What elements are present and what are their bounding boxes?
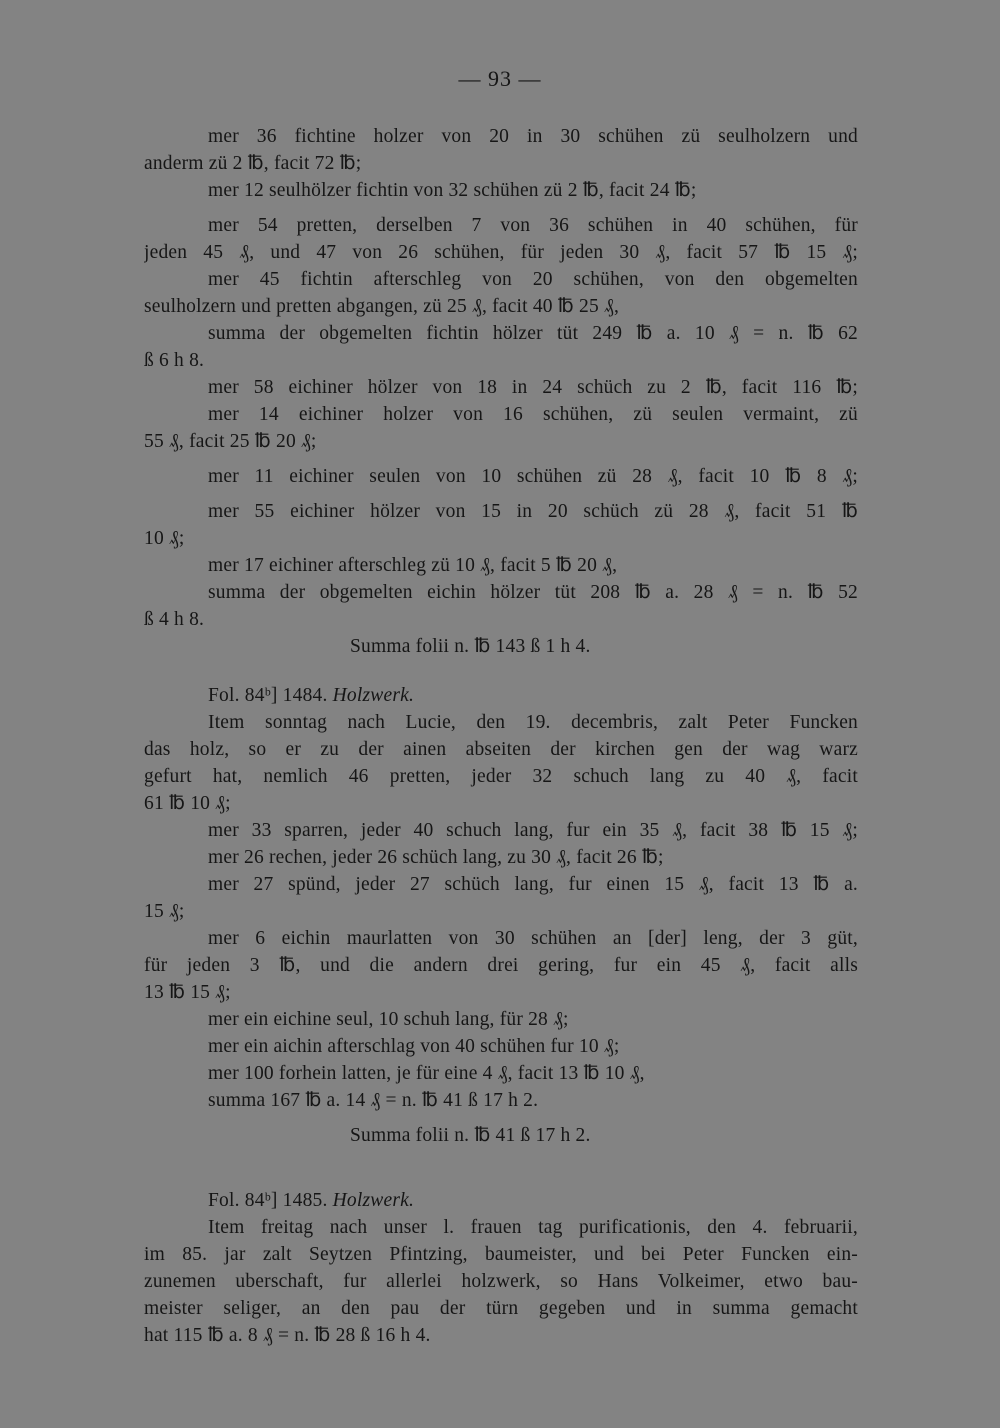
text-line: mer 45 fichtin afterschleg von 20 schühen, von den obgemelten (208, 269, 858, 290)
text-line: ß 4 h 8. (144, 609, 205, 630)
text-line: mer 100 forhein latten, je für eine 4 ₰, facit 13 ℔ 10 ₰, (208, 1063, 645, 1084)
text-line: mer 27 spünd, jeder 27 schüch lang, fur einen 15 ₰, facit 13 ℔ a. (208, 874, 858, 895)
text-line: mer 54 pretten, derselben 7 von 36 schühen in 40 schühen, für (208, 215, 858, 236)
heading-label: Fol. 84ᵇ] 1485. (208, 1190, 328, 1211)
text-line: 55 ₰, facit 25 ℔ 20 ₰; (144, 431, 317, 452)
section-heading (144, 682, 858, 709)
text-line: 61 ℔ 10 ₰; (144, 793, 231, 814)
text-line: summa der obgemelten fichtin hölzer tüt 249 ℔ a. 10 ₰ = n. ℔ 62 (208, 323, 858, 344)
text-line: mer ein aichin afterschlag von 40 schühen fur 10 ₰; (208, 1036, 620, 1057)
text-line: mer 33 sparren, jeder 40 schuch lang, fur ein 35 ₰, facit 38 ℔ 15 ₰; (208, 820, 858, 841)
text-line: seulholzern und pretten abgangen, zü 25 ₰, facit 40 ℔ 25 ₰, (144, 296, 620, 317)
text-line: mer 14 eichiner holzer von 16 schühen, zü seulen vermaint, zü (208, 404, 858, 425)
section-heading (144, 1187, 858, 1214)
folio-sum: Summa folii n. ℔ 143 ß 1 h 4. (350, 636, 591, 657)
text-line: mer 12 seulhölzer fichtin von 32 schühen zü 2 ℔, facit 24 ℔; (208, 180, 697, 201)
text-line: Item sonntag nach Lucie, den 19. decembris, zalt Peter Funcken (208, 712, 858, 733)
text-line: jeden 45 ₰, und 47 von 26 schühen, für jeden 30 ₰, facit 57 ℔ 15 ₰; (144, 242, 858, 263)
text-line: Item freitag nach unser l. frauen tag purificationis, den 4. februarii, (208, 1217, 858, 1238)
text-line: mer ein eichine seul, 10 schuh lang, für 28 ₰; (208, 1009, 569, 1030)
heading-title: Holzwerk. (332, 685, 415, 706)
text-line: 15 ₰; (144, 901, 185, 922)
text-line: anderm zü 2 ℔, facit 72 ℔; (144, 153, 362, 174)
text-line: hat 115 ℔ a. 8 ₰ = n. ℔ 28 ß 16 h 4. (144, 1325, 431, 1346)
text-line: 13 ℔ 15 ₰; (144, 982, 231, 1003)
text-line: gefurt hat, nemlich 46 pretten, jeder 32 schuch lang zu 40 ₰, facit (144, 766, 858, 787)
text-line: mer 55 eichiner hölzer von 15 in 20 schüch zü 28 ₰, facit 51 ℔ (208, 501, 858, 522)
text-line: mer 17 eichiner afterschleg zü 10 ₰, facit 5 ℔ 20 ₰, (208, 555, 618, 576)
text-line: mer 36 fichtine holzer von 20 in 30 schühen zü seulholzern und (208, 126, 858, 147)
text-line: im 85. jar zalt Seytzen Pfintzing, baumeister, und bei Peter Funcken ein- (144, 1244, 858, 1265)
text-line: zunemen uberschaft, fur allerlei holzwerk, so Hans Volkeimer, etwo bau- (144, 1271, 858, 1292)
text-line: für jeden 3 ℔, und die andern drei gering, fur ein 45 ₰, facit alls (144, 955, 858, 976)
heading-title: Holzwerk. (332, 1190, 415, 1211)
text-line: summa 167 ℔ a. 14 ₰ = n. ℔ 41 ß 17 h 2. (208, 1090, 539, 1111)
folio-sum: Summa folii n. ℔ 41 ß 17 h 2. (350, 1125, 591, 1146)
text-line: mer 6 eichin maurlatten von 30 schühen an [der] leng, der 3 güt, (208, 928, 858, 949)
text-line: 10 ₰; (144, 528, 185, 549)
text-line: ß 6 h 8. (144, 350, 205, 371)
section-2-text (144, 682, 858, 1149)
text-line: mer 26 rechen, jeder 26 schüch lang, zu 30 ₰, facit 26 ℔; (208, 847, 664, 868)
section-1-text (144, 123, 858, 660)
text-line: meister seliger, an den pau der türn gegeben und in summa gemacht (144, 1298, 858, 1319)
text-line: mer 58 eichiner hölzer von 18 in 24 schüch zu 2 ℔, facit 116 ℔; (208, 377, 858, 398)
text-line: das holz, so er zu der ainen abseiten der kirchen gen der wag warz (144, 739, 858, 760)
text-line: summa der obgemelten eichin hölzer tüt 208 ℔ a. 28 ₰ = n. ℔ 52 (208, 582, 858, 603)
heading-label: Fol. 84ᵇ] 1484. (208, 685, 328, 706)
page-number: — 93 — (458, 66, 542, 91)
text-line: mer 11 eichiner seulen von 10 schühen zü 28 ₰, facit 10 ℔ 8 ₰; (208, 466, 858, 487)
section-3-text (144, 1187, 858, 1349)
